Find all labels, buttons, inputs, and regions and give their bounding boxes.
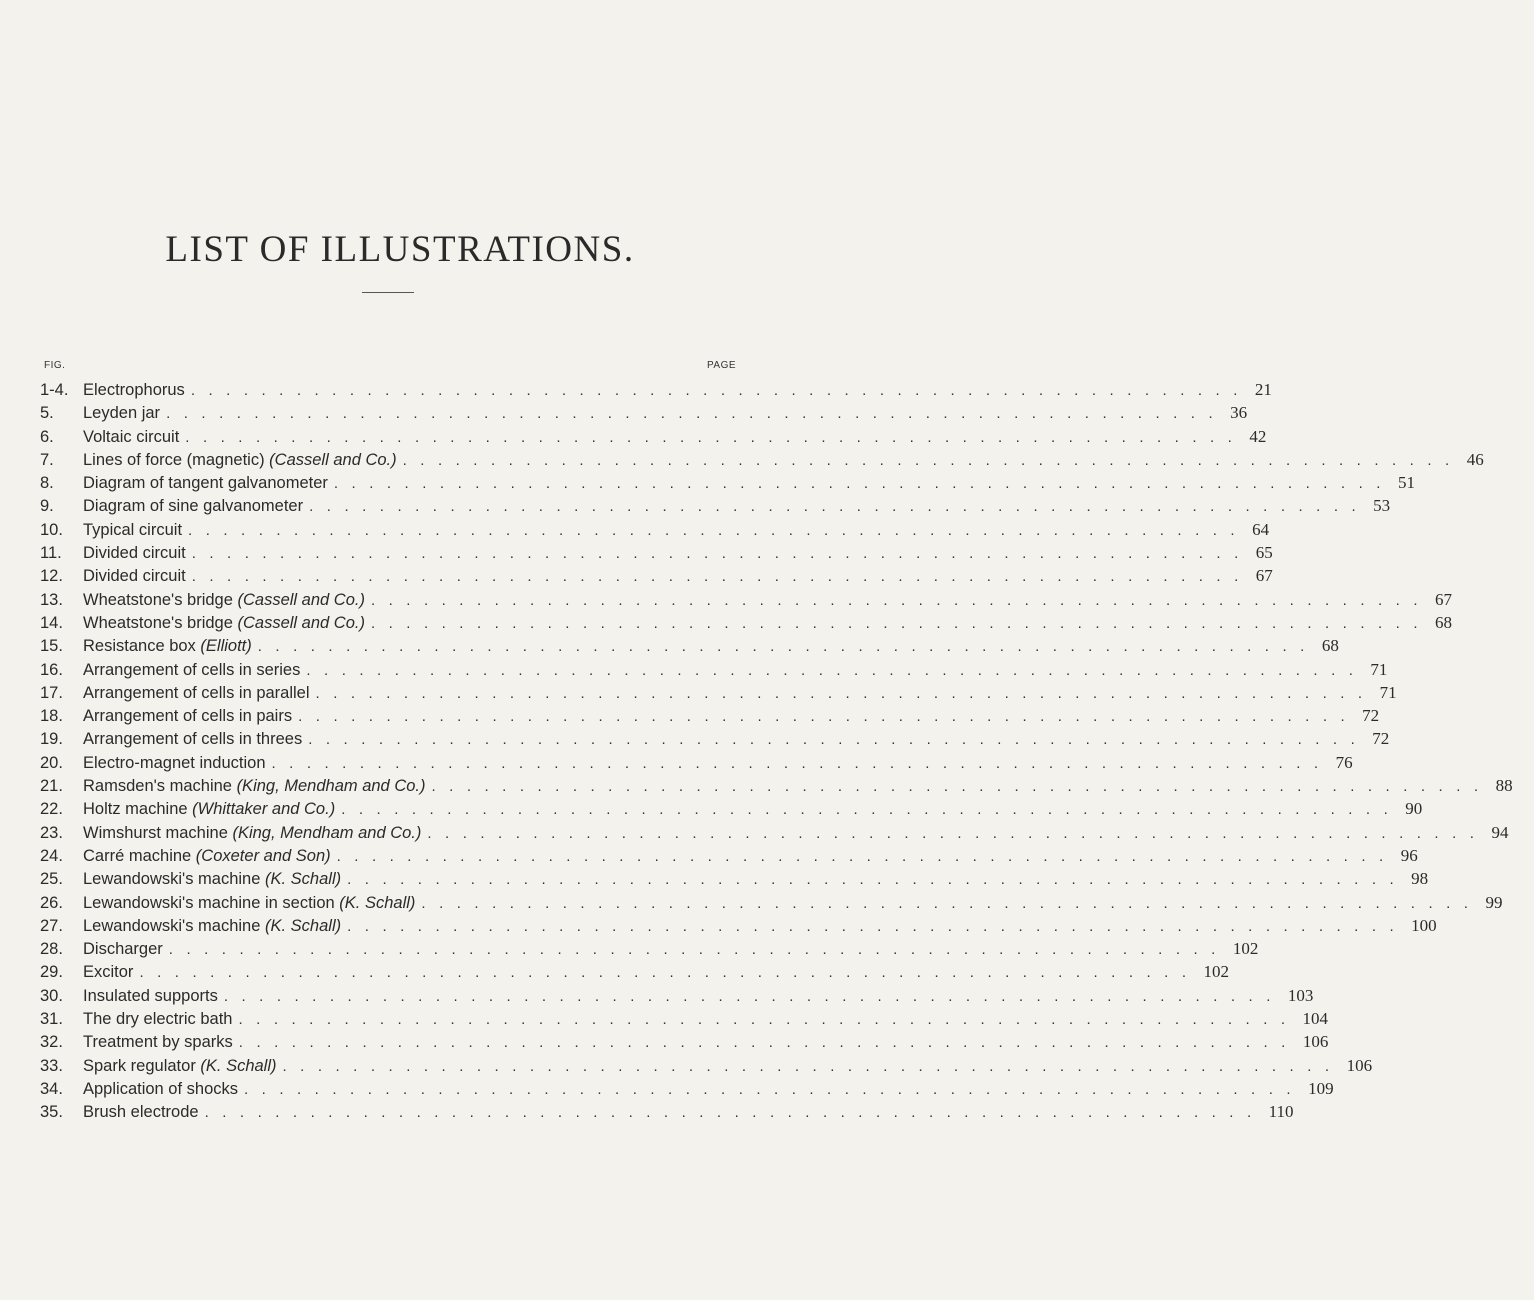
list-item bbox=[40, 706, 1380, 729]
page-number: 76 bbox=[1335, 752, 1353, 772]
figure-caption bbox=[83, 567, 186, 586]
figure-number: 5. bbox=[40, 404, 54, 423]
dot-leader: ............................................................ bbox=[238, 1011, 1299, 1029]
list-item bbox=[40, 659, 1388, 683]
list-item bbox=[40, 752, 1353, 776]
figure-number: 26. bbox=[40, 893, 63, 912]
page-number: 94 bbox=[1491, 822, 1509, 842]
list-item bbox=[40, 1102, 1294, 1125]
caption-text: Spark regulator bbox=[83, 1056, 201, 1075]
dot-leader: ............................................................ bbox=[370, 591, 1432, 609]
list-item bbox=[40, 682, 1397, 706]
figure-caption bbox=[83, 1080, 238, 1099]
dot-leader: ............................................................ bbox=[190, 382, 1251, 399]
page-number: 46 bbox=[1466, 449, 1484, 469]
caption-credit: (Coxeter and Son) bbox=[195, 846, 331, 865]
page-number: 67 bbox=[1255, 566, 1273, 586]
figure-number: 23. bbox=[40, 823, 63, 842]
caption-text: Leyden jar bbox=[83, 404, 161, 423]
figure-caption bbox=[83, 730, 302, 749]
figure-caption bbox=[83, 1103, 199, 1122]
figure-caption bbox=[83, 754, 266, 773]
page-number: 71 bbox=[1379, 682, 1397, 702]
figure-caption bbox=[83, 987, 218, 1006]
page-number: 72 bbox=[1362, 706, 1380, 726]
page-number: 104 bbox=[1302, 1009, 1329, 1029]
caption-text: Electrophorus bbox=[83, 381, 185, 399]
caption-text: Divided circuit bbox=[83, 567, 186, 586]
dot-leader: ............................................................ bbox=[402, 451, 1463, 469]
figure-caption bbox=[83, 684, 310, 703]
caption-text: Typical circuit bbox=[83, 520, 183, 539]
page-number: 21 bbox=[1254, 380, 1272, 399]
figure-caption bbox=[83, 917, 341, 936]
caption-credit: (Whittaker and Co.) bbox=[192, 800, 336, 819]
fig-column-header: FIG. bbox=[44, 360, 66, 371]
figure-number: 20. bbox=[40, 753, 63, 772]
list-item bbox=[40, 636, 1339, 659]
figure-caption bbox=[83, 404, 160, 423]
list-item bbox=[40, 776, 1513, 799]
dot-leader: ............................................................ bbox=[204, 1104, 1265, 1122]
figure-number: 30. bbox=[40, 986, 63, 1005]
figure-caption bbox=[83, 521, 182, 540]
caption-text: Wheatstone's bridge bbox=[83, 590, 238, 609]
figure-number: 8. bbox=[40, 474, 54, 493]
figure-caption bbox=[83, 800, 335, 819]
caption-text: Holtz machine bbox=[83, 800, 193, 819]
caption-text: Arrangement of cells in pairs bbox=[83, 707, 293, 726]
dot-leader: ............................................................ bbox=[347, 871, 1408, 889]
figure-caption bbox=[83, 707, 292, 726]
figure-caption bbox=[83, 894, 415, 913]
dot-leader: ............................................................ bbox=[223, 987, 1284, 1005]
figure-caption bbox=[83, 940, 163, 959]
page-number: 71 bbox=[1370, 659, 1388, 679]
dot-leader: ............................................................ bbox=[309, 498, 1370, 516]
dot-leader: ............................................................ bbox=[191, 568, 1252, 586]
figure-number: 29. bbox=[40, 963, 63, 982]
dot-leader: ............................................................ bbox=[168, 941, 1229, 959]
dot-leader: ............................................................ bbox=[427, 824, 1488, 842]
page-number: 90 bbox=[1405, 799, 1423, 819]
list-item bbox=[40, 845, 1418, 869]
figure-number: 27. bbox=[40, 916, 63, 935]
page-number: 53 bbox=[1373, 496, 1391, 516]
dot-leader: ............................................................ bbox=[139, 964, 1200, 982]
dot-leader: ............................................................ bbox=[191, 545, 1252, 563]
dot-leader: ............................................................ bbox=[333, 475, 1394, 493]
caption-text: Arrangement of cells in series bbox=[83, 660, 301, 679]
figure-caption bbox=[83, 824, 421, 843]
page-number: 64 bbox=[1252, 519, 1270, 539]
page-number: 72 bbox=[1372, 729, 1390, 749]
dot-leader: ............................................................ bbox=[244, 1080, 1305, 1098]
figure-number: 35. bbox=[40, 1103, 63, 1122]
figure-caption bbox=[83, 1010, 232, 1029]
caption-credit: (King, Mendham and Co.) bbox=[232, 823, 422, 842]
figure-number: 19. bbox=[40, 730, 63, 749]
page-number: 109 bbox=[1308, 1078, 1334, 1098]
caption-text: Voltaic circuit bbox=[83, 427, 180, 446]
list-item bbox=[40, 612, 1453, 636]
figure-caption bbox=[83, 614, 365, 633]
list-item bbox=[40, 496, 1391, 519]
dot-leader: ............................................................ bbox=[306, 661, 1367, 679]
list-item bbox=[40, 566, 1273, 589]
list-item bbox=[40, 985, 1314, 1009]
page-number: 103 bbox=[1287, 985, 1314, 1005]
figure-number: 22. bbox=[40, 800, 63, 819]
page-number: 100 bbox=[1411, 915, 1437, 935]
page-column-header: PAGE bbox=[707, 360, 737, 371]
list-item bbox=[40, 380, 1272, 403]
page-number: 102 bbox=[1232, 939, 1259, 959]
list-item bbox=[40, 543, 1273, 566]
page-number: 99 bbox=[1485, 892, 1503, 912]
title-rule bbox=[362, 292, 414, 293]
dot-leader: ............................................................ bbox=[336, 847, 1397, 865]
figure-caption bbox=[83, 474, 328, 493]
list-item bbox=[40, 1009, 1329, 1032]
list-item bbox=[40, 915, 1437, 939]
figure-number: 11. bbox=[40, 544, 62, 563]
figure-number: 9. bbox=[40, 497, 54, 516]
caption-text: Resistance box bbox=[83, 637, 201, 656]
list-item bbox=[40, 869, 1429, 892]
figure-number: 34. bbox=[40, 1079, 63, 1098]
page-number: 65 bbox=[1255, 543, 1273, 563]
figure-number: 6. bbox=[40, 427, 54, 446]
figure-number: 32. bbox=[40, 1033, 63, 1052]
dot-leader: ............................................................ bbox=[271, 754, 1332, 772]
caption-credit: (K. Schall) bbox=[265, 870, 342, 889]
figure-number: 14. bbox=[40, 613, 63, 632]
figure-number: 16. bbox=[40, 660, 63, 679]
caption-text: Electro-magnet induction bbox=[83, 753, 266, 772]
figure-caption bbox=[83, 451, 397, 470]
caption-text: Lewandowski's machine bbox=[83, 916, 265, 935]
caption-text: The dry electric bath bbox=[83, 1010, 233, 1029]
list-item bbox=[40, 962, 1229, 985]
page-number: 88 bbox=[1495, 776, 1513, 796]
figure-number: 33. bbox=[40, 1056, 63, 1075]
list-item bbox=[40, 729, 1390, 752]
figure-number: 24. bbox=[40, 846, 63, 865]
caption-text: Divided circuit bbox=[83, 544, 186, 563]
caption-text: Carré machine bbox=[83, 846, 196, 865]
figure-number: 13. bbox=[40, 590, 63, 609]
figure-caption bbox=[83, 544, 186, 563]
caption-credit: (Cassell and Co.) bbox=[269, 450, 397, 469]
caption-text: Treatment by sparks bbox=[83, 1033, 233, 1052]
page-title: LIST OF ILLUSTRATIONS. bbox=[165, 229, 635, 270]
caption-text: Lewandowski's machine bbox=[83, 870, 265, 889]
dot-leader: ............................................................ bbox=[188, 521, 1249, 539]
caption-text: Insulated supports bbox=[83, 986, 218, 1005]
caption-credit: (Cassell and Co.) bbox=[237, 613, 365, 632]
figure-caption bbox=[83, 1057, 277, 1076]
figure-caption bbox=[83, 963, 133, 982]
figure-number: 17. bbox=[40, 683, 63, 702]
page-number: 110 bbox=[1268, 1102, 1294, 1122]
figure-number: 21. bbox=[40, 777, 63, 796]
dot-leader: ............................................................ bbox=[431, 778, 1492, 796]
caption-credit: (King, Mendham and Co.) bbox=[236, 777, 426, 796]
dot-leader: ............................................................ bbox=[347, 917, 1408, 935]
caption-text: Application of shocks bbox=[83, 1079, 239, 1098]
page-number: 102 bbox=[1203, 962, 1229, 982]
dot-leader: ............................................................ bbox=[315, 684, 1376, 702]
caption-credit: (K. Schall) bbox=[339, 893, 416, 912]
figure-number: 7. bbox=[40, 450, 54, 469]
page-number: 36 bbox=[1230, 403, 1248, 423]
figure-number: 1-4. bbox=[40, 381, 69, 399]
caption-text: Brush electrode bbox=[83, 1103, 199, 1122]
page-number: 106 bbox=[1302, 1032, 1329, 1052]
dot-leader: ............................................................ bbox=[421, 894, 1482, 912]
page-number: 68 bbox=[1435, 612, 1453, 632]
caption-text: Wimshurst machine bbox=[83, 823, 233, 842]
caption-credit: (K. Schall) bbox=[265, 916, 342, 935]
page-number: 98 bbox=[1411, 869, 1429, 889]
dot-leader: ............................................................ bbox=[308, 731, 1369, 749]
caption-text: Lines of force (magnetic) bbox=[83, 450, 270, 469]
figure-caption bbox=[83, 1033, 233, 1052]
page-number: 67 bbox=[1435, 589, 1453, 609]
dot-leader: ............................................................ bbox=[185, 428, 1246, 446]
list-item bbox=[40, 473, 1415, 496]
caption-credit: (Elliott) bbox=[200, 637, 252, 656]
page-number: 106 bbox=[1346, 1055, 1373, 1075]
list-item bbox=[40, 939, 1259, 962]
figure-caption bbox=[83, 497, 303, 516]
figure-caption bbox=[83, 591, 365, 610]
figure-number: 15. bbox=[40, 637, 63, 656]
caption-text: Ramsden's machine bbox=[83, 777, 237, 796]
figure-caption bbox=[83, 847, 331, 866]
figure-caption bbox=[83, 381, 185, 400]
caption-text: Discharger bbox=[83, 940, 163, 959]
caption-credit: (Cassell and Co.) bbox=[237, 590, 365, 609]
page-number: 68 bbox=[1321, 636, 1339, 656]
page-number: 42 bbox=[1249, 426, 1267, 446]
list-item bbox=[40, 426, 1267, 450]
list-item bbox=[40, 799, 1423, 822]
dot-leader: ............................................................ bbox=[166, 405, 1227, 423]
caption-text: Diagram of tangent galvanometer bbox=[83, 474, 328, 493]
caption-text: Excitor bbox=[83, 963, 134, 982]
figure-number: 25. bbox=[40, 870, 63, 889]
caption-text: Arrangement of cells in parallel bbox=[83, 683, 310, 702]
figure-caption bbox=[83, 428, 179, 447]
caption-text: Lewandowski's machine in section bbox=[83, 893, 340, 912]
figure-number: 31. bbox=[40, 1010, 63, 1029]
list-item bbox=[40, 892, 1503, 916]
list-item bbox=[40, 1055, 1373, 1079]
figure-caption bbox=[83, 637, 252, 656]
dot-leader: ............................................................ bbox=[257, 638, 1318, 656]
figure-number: 28. bbox=[40, 940, 63, 959]
page-number: 51 bbox=[1397, 473, 1415, 493]
figure-caption bbox=[83, 661, 300, 680]
figure-number: 12. bbox=[40, 567, 63, 586]
list-item bbox=[40, 589, 1453, 613]
dot-leader: ............................................................ bbox=[238, 1034, 1299, 1052]
list-item bbox=[40, 1032, 1329, 1055]
dot-leader: ............................................................ bbox=[341, 801, 1402, 819]
dot-leader: ............................................................ bbox=[370, 614, 1432, 632]
dot-leader: ............................................................ bbox=[282, 1057, 1343, 1075]
list-item bbox=[40, 519, 1270, 543]
caption-text: Wheatstone's bridge bbox=[83, 613, 238, 632]
list-item bbox=[40, 403, 1248, 426]
figure-caption bbox=[83, 870, 341, 889]
list-item bbox=[40, 449, 1484, 473]
list-item bbox=[40, 822, 1509, 846]
dot-leader: ............................................................ bbox=[298, 708, 1359, 726]
caption-text: Arrangement of cells in threes bbox=[83, 730, 303, 749]
figure-number: 10. bbox=[40, 520, 63, 539]
caption-credit: (K. Schall) bbox=[200, 1056, 277, 1075]
list-item bbox=[40, 1078, 1334, 1102]
illustration-list bbox=[40, 380, 1513, 1126]
page-number: 96 bbox=[1400, 845, 1418, 865]
figure-caption bbox=[83, 777, 426, 796]
figure-number: 18. bbox=[40, 707, 63, 726]
caption-text: Diagram of sine galvanometer bbox=[83, 497, 304, 516]
